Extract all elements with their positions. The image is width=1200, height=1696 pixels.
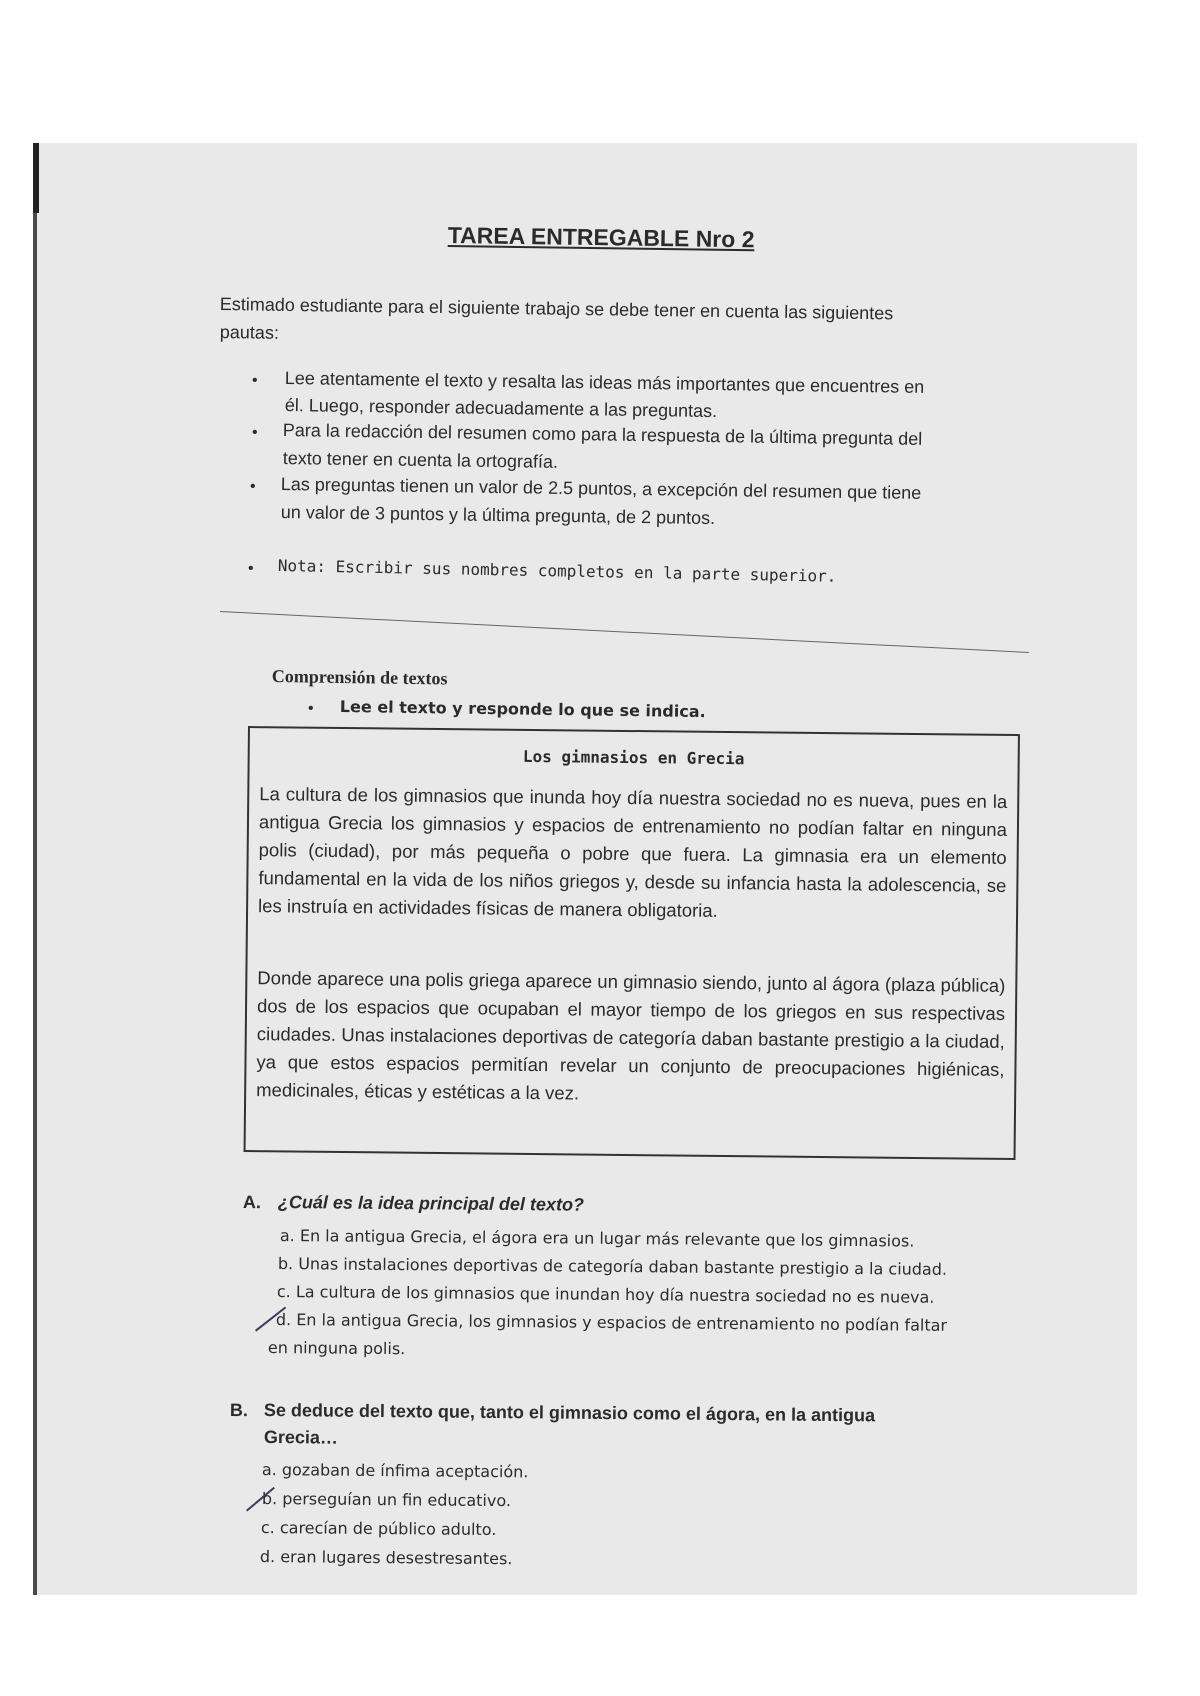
question-b-text-continued: Grecia…: [263, 1427, 339, 1448]
reading-box: [244, 726, 1020, 1160]
question-b-label: B.: [229, 1400, 248, 1421]
reading-paragraph-1: La cultura de los gimnasios que inunda hoy día nuestra sociedad no es nueva, pues en la antigua Grecia los gimnasios y espacios de entrenamiento no podían faltar en ninguna polis (ciudad), por más pequeña o pobre que fuera. La gimnasia era un elemento fundamental en la vida de los niños griegos y, desde su infancia hasta la adolescencia, se les instruía en actividades físicas de manera obligatoria.: [258, 783, 1008, 921]
guideline-2-line-1: Para la redacción del resumen como para la respuesta de la última pregunta del: [282, 420, 923, 449]
question-a-option-d-continued: en ninguna polis.: [267, 1338, 406, 1359]
question-b-option-d[interactable]: d. eran lugares desestresantes.: [259, 1547, 513, 1569]
question-a-option-c[interactable]: c. La cultura de los gimnasios que inundan hoy día nuestra sociedad no es nueva.: [276, 1282, 935, 1307]
guideline-2-line-2: texto tener en cuenta la ortografía.: [282, 448, 559, 472]
guideline-3-line-1: Las preguntas tienen un valor de 2.5 puntos, a excepción del resumen que tiene: [280, 474, 922, 503]
reading-paragraph-2: Donde aparece una polis griega aparece un gimnasio siendo, junto al ágora (plaza pública) dos de los espacios que ocupaban el mayor tiempo de los griegos en sus respectivas ciudades. Unas instalaciones deportivas de categoría daban bastante prestigio a la ciudad, ya que estos espacios permitían revelar un conjunto de preocupaciones higiénicas, medicinales, éticas y estéticas a la vez.: [256, 967, 1006, 1104]
intro-line-2: pautas:: [219, 322, 280, 343]
guideline-1-line-1: Lee atentamente el texto y resalta las ideas más importantes que encuentres en: [284, 368, 925, 397]
guideline-3-line-2: un valor de 3 puntos y la última pregunta, de 2 puntos.: [280, 502, 716, 529]
question-b-option-c[interactable]: c. carecían de público adulto.: [260, 1518, 497, 1540]
question-b-text: Se deduce del texto que, tanto el gimnasio como el ágora, en la antigua: [263, 1400, 876, 1426]
section-heading: Comprensión de textos: [271, 666, 448, 689]
question-a-text: ¿Cuál es la idea principal del texto?: [277, 1192, 585, 1215]
reading-title: Los gimnasios en Grecia: [522, 746, 745, 769]
question-a-option-a[interactable]: a. En la antigua Grecia, el ágora era un lugar más relevante que los gimnasios.: [279, 1226, 915, 1251]
note-text: Nota: Escribir sus nombres completos en la parte superior.: [277, 556, 837, 586]
bullet-icon: •: [250, 478, 256, 495]
intro-line-1: Estimado estudiante para el siguiente trabajo se debe tener en cuenta las siguientes: [219, 294, 894, 324]
guideline-1-line-2: él. Luego, responder adecuadamente a las preguntas.: [284, 395, 718, 422]
bullet-icon: •: [308, 700, 314, 717]
question-b-option-a[interactable]: a. gozaban de ínfima aceptación.: [261, 1460, 529, 1482]
question-a-option-d[interactable]: d. En la antigua Grecia, los gimnasios y espacios de entrenamiento no podían faltar: [275, 1310, 948, 1335]
bullet-icon: •: [252, 372, 258, 389]
paper-edge-shadow: [33, 143, 39, 213]
question-b-option-b[interactable]: b. perseguían un fin educativo.: [261, 1489, 512, 1511]
document-title: TAREA ENTREGABLE Nro 2: [447, 222, 755, 253]
question-a-label: A.: [242, 1192, 261, 1213]
bullet-icon: •: [248, 560, 254, 577]
section-instruction: Lee el texto y responde lo que se indica.: [339, 697, 706, 722]
question-a-option-b[interactable]: b. Unas instalaciones deportivas de categoría daban bastante prestigio a la ciudad.: [277, 1254, 948, 1279]
bullet-icon: •: [252, 424, 258, 441]
